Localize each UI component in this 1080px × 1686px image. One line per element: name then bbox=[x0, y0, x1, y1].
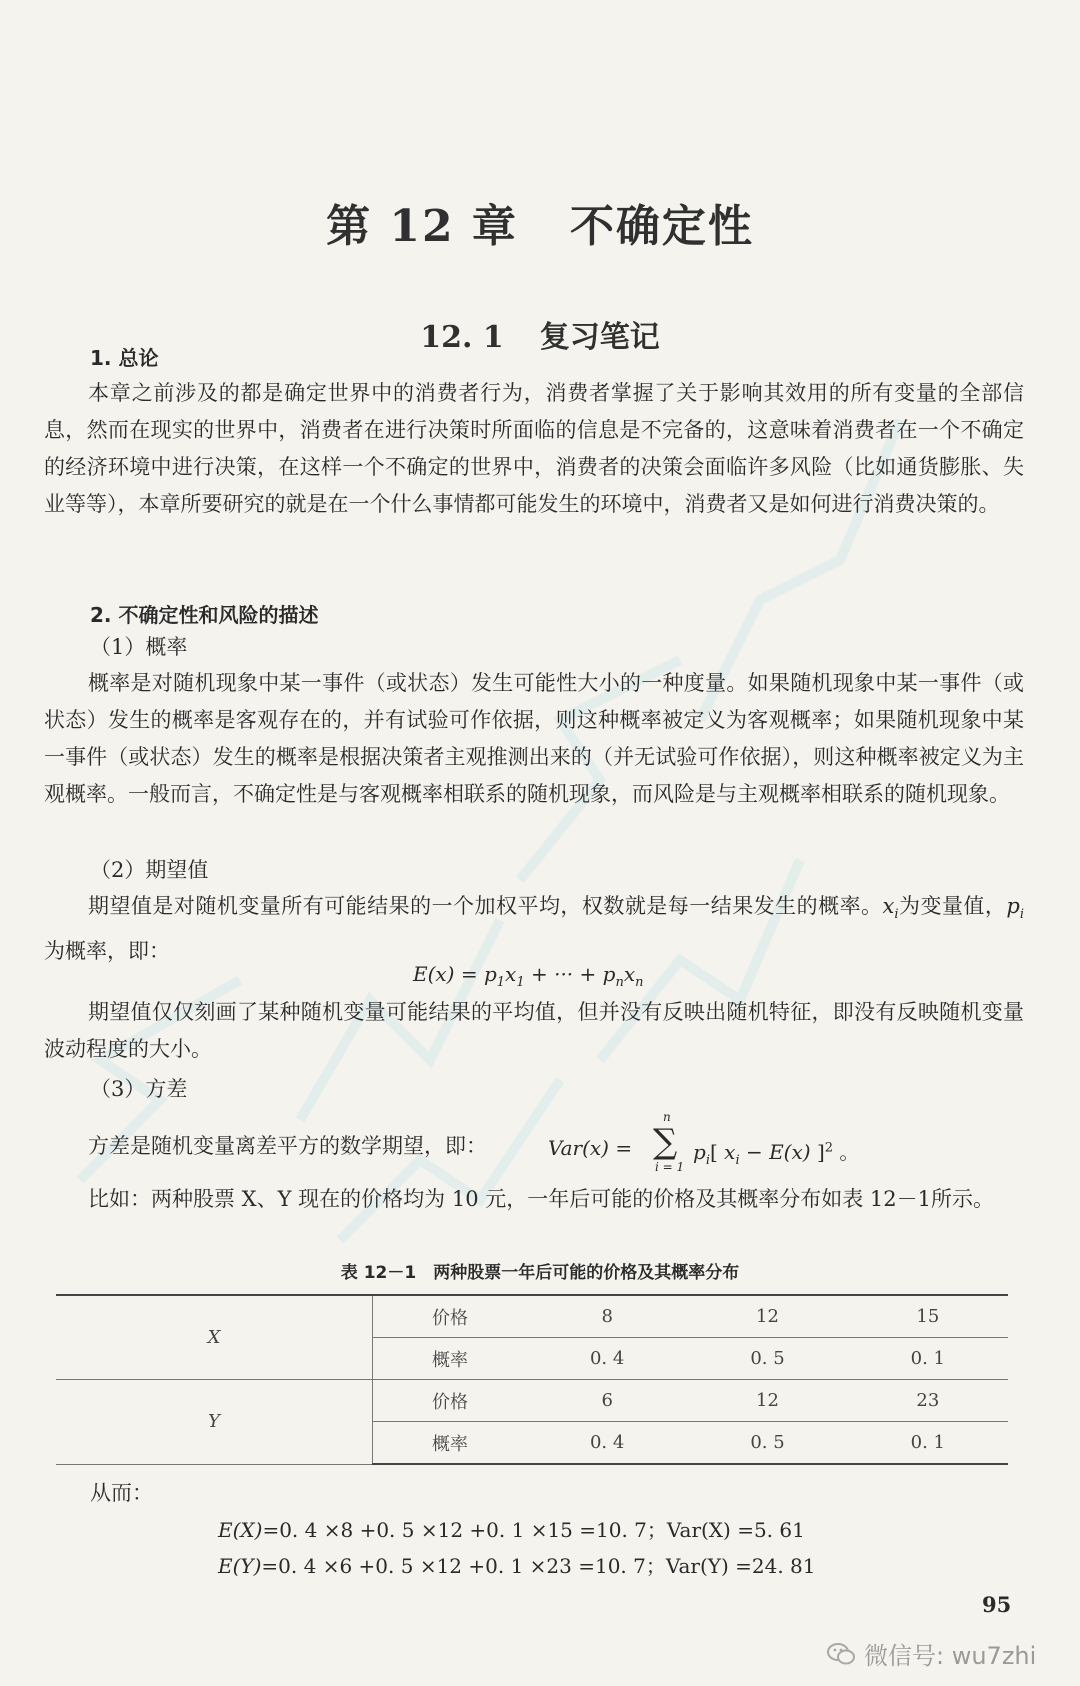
variance-y: Var(Y) =24. 81 bbox=[665, 1554, 816, 1578]
subheading-expected-value: （2）期望值 bbox=[90, 858, 209, 882]
table-cell: 15 bbox=[848, 1295, 1008, 1338]
page-number: 95 bbox=[982, 1592, 1012, 1617]
table-caption: 表 12－1 两种股票一年后可能的价格及其概率分布 bbox=[340, 1263, 740, 1283]
table-cell: 0. 4 bbox=[527, 1422, 687, 1465]
variance-x: Var(X) =5. 61 bbox=[666, 1518, 805, 1542]
chapter-title bbox=[0, 190, 1080, 254]
sum-upper-limit: n bbox=[663, 1110, 671, 1124]
row-label: 概率 bbox=[373, 1338, 528, 1380]
subheading-variance: （3）方差 bbox=[90, 1077, 188, 1101]
variable-y: Y bbox=[56, 1380, 373, 1465]
section-title bbox=[0, 312, 1080, 356]
table-cell: 23 bbox=[848, 1380, 1008, 1422]
expected-value-text-a: 期望值是对随机变量所有可能结果的一个加权平均，权数就是每一结果发生的概率。 bbox=[88, 894, 883, 918]
overview-paragraph: 本章之前涉及的都是确定世界中的消费者行为，消费者掌握了关于影响其效用的所有变量的全部信息，然而在现实的世界中，消费者在进行决策时所面临的信息是不完备的，这意味着消费者在一个不确定的经济环境中进行决策，在这样一个不确定的世界中，消费者的决策会面临许多风险（比如通货膨胀、失业等等），本章所要研究的就是在一个什么事情都可能发生的环境中，消费者又是如何进行消费决策的。 bbox=[44, 381, 1024, 516]
sum-sign: ∑ bbox=[653, 1122, 678, 1162]
table-cell: 12 bbox=[687, 1295, 847, 1338]
expected-value-x bbox=[218, 1514, 805, 1543]
ex-label: E(X) bbox=[218, 1518, 263, 1542]
row-label: 概率 bbox=[373, 1422, 528, 1465]
probability-paragraph: 概率是对随机现象中某一事件（或状态）发生可能性大小的一种度量。如果随机现象中某一事件（或状态）发生的概率是客观存在的，并有试验可作依据，则这种概率被定义为客观概率；如果随机现象中某一事件（或状态）发生的概率是根据决策者主观推测出来的（并无试验可作依据），则这种概率被定义为主观概率。一般而言，不确定性是与客观概率相联系的随机现象，而风险是与主观概率相联系的随机现象。 bbox=[44, 671, 1024, 806]
table-cell: 6 bbox=[527, 1380, 687, 1422]
conclusion-lead: 从而： bbox=[90, 1481, 153, 1505]
table-row bbox=[56, 1295, 1008, 1338]
subheading-probability: （1）概率 bbox=[90, 635, 188, 659]
wechat-watermark bbox=[826, 1636, 1036, 1671]
expected-value-y bbox=[218, 1550, 816, 1579]
table-cell: 0. 4 bbox=[527, 1338, 687, 1380]
heading-overview: 1. 总论 bbox=[90, 346, 159, 370]
expected-value-text-b: 为变量值， bbox=[898, 894, 1007, 918]
table-cell: 12 bbox=[687, 1380, 847, 1422]
section-name: 复习笔记 bbox=[539, 320, 660, 355]
ey-calc: =0. 4 ×6 +0. 5 ×12 +0. 1 ×23 =10. 7； bbox=[261, 1554, 666, 1578]
variable-x: X bbox=[56, 1295, 373, 1380]
price-probability-table bbox=[56, 1294, 1008, 1465]
wechat-icon bbox=[826, 1641, 856, 1667]
row-label: 价格 bbox=[373, 1380, 528, 1422]
wechat-id: 微信号: wu7zhi bbox=[864, 1642, 1037, 1670]
expected-value-text-c: 为概率，即： bbox=[44, 939, 170, 964]
table-cell: 0. 1 bbox=[848, 1338, 1008, 1380]
table-cell: 0. 5 bbox=[687, 1338, 847, 1380]
table-cell: 0. 5 bbox=[687, 1422, 847, 1465]
ey-label: E(Y) bbox=[218, 1554, 262, 1578]
expected-value-limitation: 期望值仅仅刻画了某种随机变量可能结果的平均值，但并没有反映出随机特征，即没有反映随机变量波动程度的大小。 bbox=[44, 1000, 1024, 1061]
stock-example: 比如：两种股票 X、Y 现在的价格均为 10 元，一年后可能的价格及其概率分布如表 12－1所示。 bbox=[88, 1187, 994, 1211]
section-number: 12. 1 bbox=[420, 320, 504, 355]
variance-formula-body: $p_i$[ $x_i - E(x)$ ]$^2$ 。 bbox=[693, 1140, 860, 1168]
row-label: 价格 bbox=[373, 1295, 528, 1338]
expected-value-paragraph: 期望值是对随机变量所有可能结果的一个加权平均，权数就是每一结果发生的概率。$x_i$为变量值，$p_i$ 为概率，即： bbox=[44, 894, 1024, 964]
variance-formula: Var(x) = bbox=[548, 1136, 633, 1160]
expected-value-formula: $E(x) = p_1x_1$ + ··· + $p_nx_n$ bbox=[413, 962, 644, 990]
table-row bbox=[56, 1380, 1008, 1422]
sum-lower-limit: i = 1 bbox=[655, 1160, 685, 1174]
chapter-number: 第 12 章 bbox=[326, 201, 518, 252]
variance-paragraph: 方差是随机变量离差平方的数学期望，即： bbox=[88, 1134, 487, 1158]
chapter-subtitle: 不确定性 bbox=[569, 201, 754, 252]
ex-calc: =0. 4 ×8 +0. 5 ×12 +0. 1 ×15 =10. 7； bbox=[262, 1518, 667, 1542]
table-cell: 0. 1 bbox=[848, 1422, 1008, 1465]
heading-uncertainty-risk: 2. 不确定性和风险的描述 bbox=[90, 603, 319, 627]
table-cell: 8 bbox=[527, 1295, 687, 1338]
